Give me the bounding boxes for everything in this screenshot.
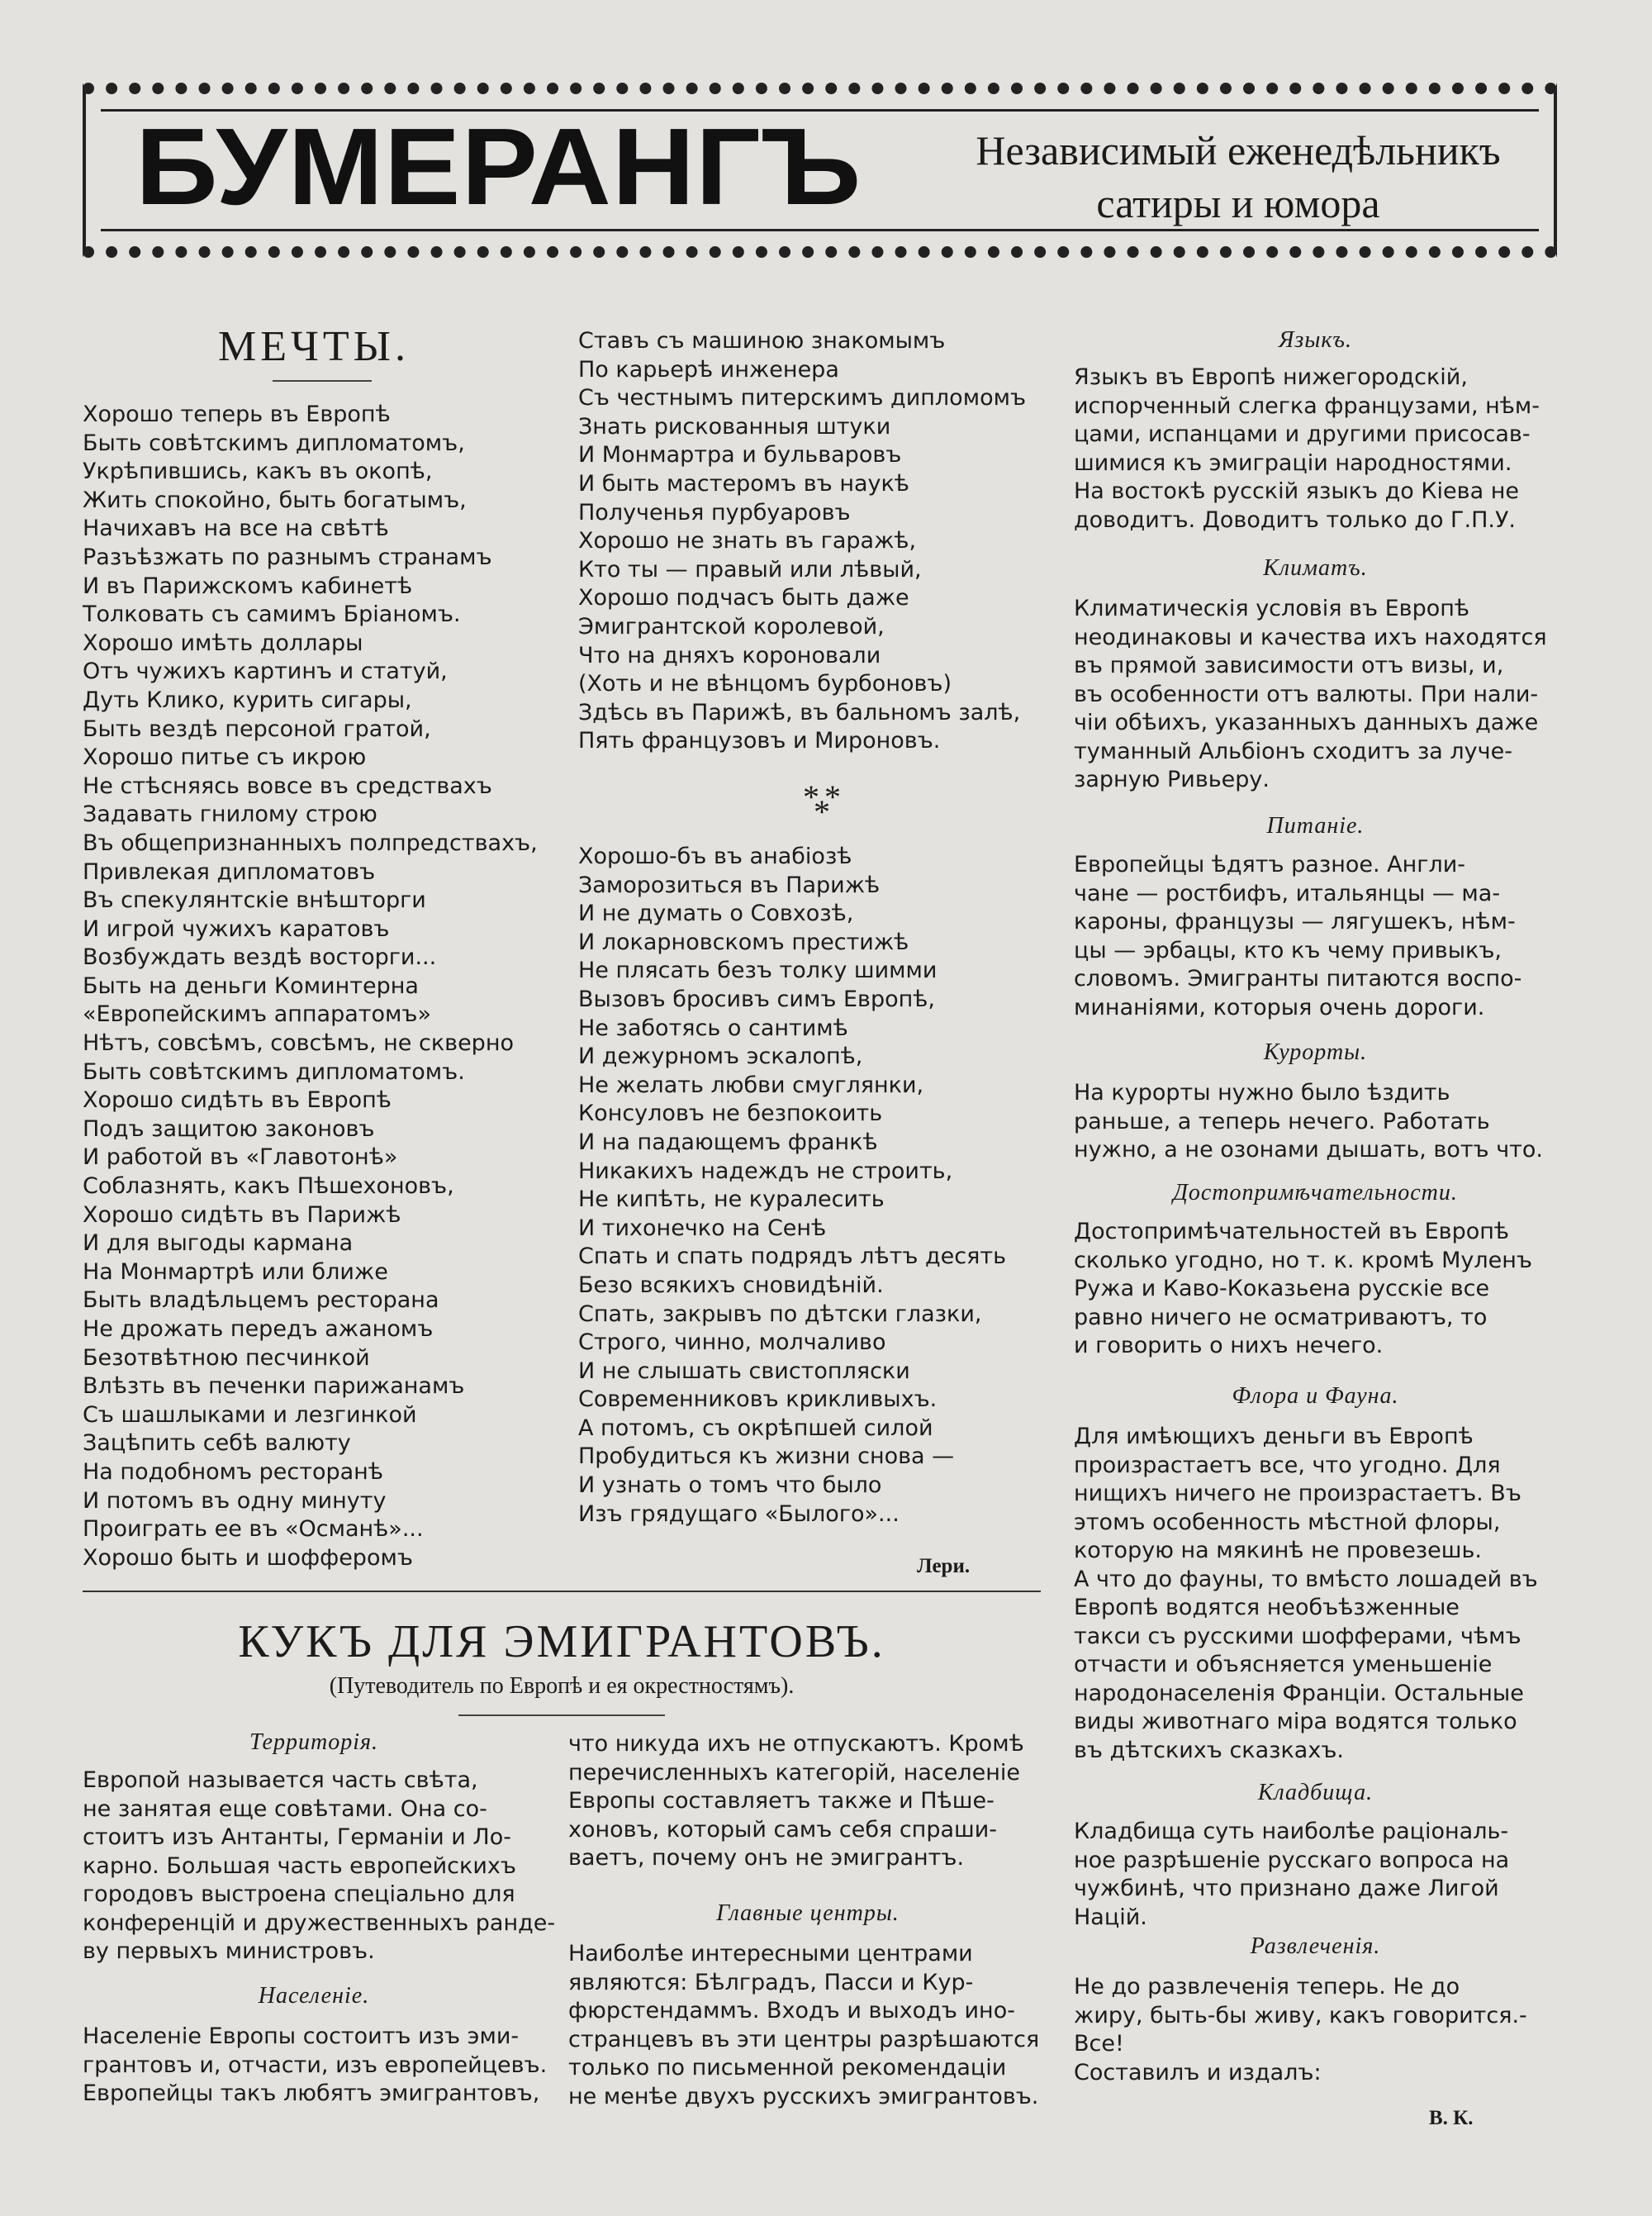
text-line: что никуда ихъ не отпускаютъ. Кромѣ bbox=[568, 1731, 1024, 1757]
verse-line: И Монмартра и бульваровъ bbox=[578, 442, 902, 468]
verse-line: По карьерѣ инженера bbox=[578, 356, 839, 383]
verse-line: Соблазнять, какъ Пѣшехоновъ, bbox=[83, 1173, 454, 1200]
verse-line: Хорошо не знать въ гаражѣ, bbox=[578, 528, 917, 554]
verse-line: Влѣзть въ печенки парижанамъ bbox=[83, 1373, 465, 1400]
verse-line: Разъѣзжать по разнымъ странамъ bbox=[83, 544, 492, 570]
verse-line: Быть совѣтскимъ дипломатомъ, bbox=[83, 430, 465, 456]
text-line: чане — ростбифъ, итальянцы — ма- bbox=[1074, 880, 1501, 906]
verse-line: И тихонечко на Сенѣ bbox=[578, 1215, 827, 1241]
verse-line: Не плясать безъ толку шимми bbox=[578, 958, 938, 984]
population-text-continued bbox=[568, 1730, 1047, 1873]
verse-line: Хорошо имѣть доллары bbox=[83, 630, 363, 656]
text-line: этомъ особенность мѣстной флоры, bbox=[1074, 1509, 1501, 1535]
text-line: грантовъ и, отчасти, изъ европейцевъ. bbox=[83, 2052, 548, 2078]
verse-line: И потомъ въ одну минуту bbox=[83, 1487, 387, 1514]
tagline bbox=[916, 124, 1560, 230]
asterism-star-left: * bbox=[803, 778, 819, 816]
verse-line: Задавать гнилому строю bbox=[83, 801, 377, 828]
verse-line: Не заботясь о сантимѣ bbox=[578, 1015, 848, 1041]
text-line: Все! bbox=[1074, 2031, 1124, 2057]
poem-title-rule bbox=[273, 380, 372, 382]
text-line: и говорить о нихъ нечего. bbox=[1074, 1333, 1384, 1358]
flora-heading: Флора и Фауна. bbox=[1232, 1383, 1399, 1409]
text-line: не менѣе двухъ русскихъ эмигрантовъ. bbox=[568, 2083, 1039, 2109]
text-line: странцевъ въ эти центры разрѣшаются bbox=[568, 2026, 1040, 2052]
text-line: Составилъ и издалъ: bbox=[1074, 2059, 1322, 2085]
guide-title-rule bbox=[458, 1714, 665, 1716]
cemetery-heading: Кладбища. bbox=[1257, 1780, 1374, 1805]
territory-text bbox=[83, 1767, 556, 1966]
verse-line: «Европейскимъ аппаратомъ» bbox=[83, 1001, 431, 1028]
text-line: въ особенности отъ валюты. При нали- bbox=[1074, 681, 1539, 707]
centers-text bbox=[568, 1940, 1047, 2111]
text-line: не занятая еще совѣтами. Она со- bbox=[83, 1795, 487, 1822]
text-line: конференцій и дружественныхъ ранде- bbox=[83, 1909, 556, 1936]
sights-heading: Достопримѣчательности. bbox=[1173, 1180, 1458, 1205]
verse-line: А потомъ, съ окрѣпшей силой bbox=[578, 1415, 933, 1441]
guide-subtitle: (Путеводитель по Европѣ и ея окрестностямъ). bbox=[329, 1673, 795, 1699]
asterism-star-bottom: * bbox=[814, 793, 830, 830]
food-heading: Питаніе. bbox=[1266, 813, 1365, 839]
text-line: сколько угодно, но т. к. кромѣ Муленъ bbox=[1074, 1247, 1532, 1273]
verse-line: И работой въ «Главотонѣ» bbox=[83, 1144, 398, 1171]
text-line: На востокѣ русскій языкъ до Кіева не bbox=[1074, 478, 1519, 504]
section-divider bbox=[83, 1591, 1041, 1592]
verse-line: Никакихъ надеждъ не строить, bbox=[578, 1158, 953, 1184]
text-line: хоновъ, который самъ себя спраши- bbox=[568, 1816, 998, 1843]
verse-line: Изъ грядущаго «Былого»... bbox=[578, 1500, 900, 1527]
asterism-star-right: * bbox=[824, 778, 841, 816]
text-line: раньше, а теперь нечего. Работать bbox=[1074, 1108, 1490, 1134]
text-line: городовъ выстроена спеціально для bbox=[83, 1881, 515, 1907]
verse-line: Возбуждать вездѣ восторги... bbox=[83, 944, 437, 971]
verse-line: Зацѣпить себѣ валюту bbox=[83, 1430, 351, 1457]
text-line: Европѣ водятся необъѣзженные bbox=[1074, 1595, 1460, 1620]
verse-line: Проиграть ее въ «Османѣ»... bbox=[83, 1516, 424, 1543]
verse-line: Строго, чинно, молчаливо bbox=[578, 1329, 886, 1356]
text-line: Языкъ въ Европѣ нижегородскій, bbox=[1074, 364, 1468, 390]
text-line: перечисленныхъ категорій, населеніе bbox=[568, 1759, 1021, 1786]
language-heading: Языкъ. bbox=[1279, 327, 1352, 353]
text-line: Ружа и Каво-Коказьена русскіе все bbox=[1074, 1276, 1490, 1301]
verse-line: Безо всякихъ сновидѣній. bbox=[578, 1272, 884, 1298]
masthead bbox=[83, 83, 1557, 258]
verse-line: Современниковъ крикливыхъ. bbox=[578, 1386, 938, 1413]
text-line: цы — эрбацы, кто къ чему привыкъ, bbox=[1074, 937, 1502, 963]
text-line: только по письменной рекомендаціи bbox=[568, 2055, 1007, 2080]
verse-line: Заморозиться въ Парижѣ bbox=[578, 872, 881, 898]
verse-line: Хорошо быть и шофферомъ bbox=[83, 1544, 413, 1571]
text-line: неодинаковы и качества ихъ находятся bbox=[1074, 624, 1547, 650]
text-line: такси съ русскими шофферами, чѣмъ bbox=[1074, 1623, 1521, 1649]
poem-column-1 bbox=[83, 401, 538, 1572]
verse-line: Быть на деньги Коминтерна bbox=[83, 972, 419, 999]
text-line: словомъ. Эмигранты питаются воспо- bbox=[1074, 966, 1522, 991]
climate-text bbox=[1074, 595, 1557, 795]
text-line: Климатическія условія въ Европѣ bbox=[1074, 596, 1470, 621]
text-line: чіи обѣихъ, указанныхъ данныхъ даже bbox=[1074, 710, 1539, 735]
verse-line: Что на дняхъ короновали bbox=[578, 642, 881, 668]
territory-heading: Территорія. bbox=[249, 1729, 378, 1755]
verse-line: Быть вездѣ персоной гратой, bbox=[83, 716, 431, 742]
text-line: жиру, быть-бы живу, какъ говорится.- bbox=[1074, 2002, 1527, 2028]
text-line: Населеніе Европы состоитъ изъ эми- bbox=[83, 2023, 520, 2049]
verse-line: Дуть Клико, курить сигары, bbox=[83, 687, 412, 713]
verse-line: Толковать съ самимъ Бріаномъ. bbox=[83, 602, 461, 628]
text-line: доводитъ. Доводитъ только до Г.П.У. bbox=[1074, 506, 1517, 533]
verse-line: Здѣсь въ Парижѣ, въ бальномъ залѣ, bbox=[578, 699, 1021, 725]
verse-line: Отъ чужихъ картинъ и статуй, bbox=[83, 659, 448, 685]
resorts-heading: Курорты. bbox=[1263, 1039, 1368, 1065]
text-line: Европой называется часть свѣта, bbox=[83, 1767, 478, 1793]
verse-line: И узнать о томъ что было bbox=[578, 1472, 882, 1499]
verse-line: Пробудиться къ жизни снова — bbox=[578, 1443, 955, 1470]
verse-line: Укрѣпившись, какъ въ окопѣ, bbox=[83, 459, 433, 485]
verse-line: Спать, закрывъ по дѣтски глазки, bbox=[578, 1301, 982, 1327]
verse-line: Не стѣсняясь вовсе въ средствахъ bbox=[83, 773, 492, 799]
verse-line: Хорошо сидѣть въ Парижѣ bbox=[83, 1201, 401, 1228]
verse-line: И игрой чужихъ каратовъ bbox=[83, 915, 390, 942]
poem-column-2-bottom bbox=[578, 843, 1006, 1529]
verse-line: Не кипѣть, не куралесить bbox=[578, 1186, 885, 1213]
text-line: Достопримѣчательностей въ Европѣ bbox=[1074, 1219, 1510, 1244]
text-line: ное разрѣшеніе русскаго вопроса на bbox=[1074, 1847, 1510, 1873]
flora-text bbox=[1074, 1423, 1557, 1765]
verse-line: Быть совѣтскимъ дипломатомъ. bbox=[83, 1058, 465, 1085]
verse-line: И для выгоды кармана bbox=[83, 1230, 354, 1257]
verse-line: И дежурномъ эскалопѣ, bbox=[578, 1044, 863, 1070]
guide-title: КУКЪ ДЛЯ ЭМИГРАНТОВЪ. bbox=[238, 1616, 885, 1667]
text-line: цами, испанцами и другими присосав- bbox=[1074, 421, 1531, 447]
text-line: отчасти и объясняется уменьшеніе bbox=[1074, 1652, 1493, 1677]
text-line: ваетъ, почему онъ не эмигрантъ. bbox=[568, 1845, 965, 1871]
text-line: минаніями, которыя очень дороги. bbox=[1074, 994, 1485, 1020]
population-heading: Населеніе. bbox=[258, 1983, 370, 2009]
text-line: Европы составляетъ также и Пѣше- bbox=[568, 1788, 995, 1814]
text-line: Кладбища суть наиболѣе раціональ- bbox=[1074, 1819, 1509, 1844]
text-line: карно. Большая часть европейскихъ bbox=[83, 1852, 516, 1879]
logo: БУМЕРАНГЪ bbox=[135, 106, 862, 227]
verse-line: Съ честнымъ питерскимъ дипломомъ bbox=[578, 385, 1027, 411]
text-line: чужбинѣ, что признано даже Лигой bbox=[1074, 1876, 1499, 1901]
verse-line: Знать рискованныя штуки bbox=[578, 413, 891, 440]
verse-line: На Монмартрѣ или ближе bbox=[83, 1258, 388, 1285]
verse-line: Хорошо сидѣть въ Европѣ bbox=[83, 1087, 392, 1114]
text-line: Націй. bbox=[1074, 1904, 1147, 1930]
verse-line: Жить спокойно, быть богатымъ, bbox=[83, 487, 467, 513]
text-line: зарную Ривьеру. bbox=[1074, 767, 1270, 792]
text-line: нищихъ ничего не произрастаетъ. Въ bbox=[1074, 1481, 1521, 1506]
text-line: ву первыхъ министровъ. bbox=[83, 1938, 375, 1964]
centers-heading: Главные центры. bbox=[716, 1900, 900, 1926]
verse-line: Съ шашлыками и лезгинкой bbox=[83, 1401, 417, 1428]
guide-signature: В. К. bbox=[1429, 2107, 1474, 2129]
verse-line: Быть владѣльцемъ ресторана bbox=[83, 1287, 439, 1314]
verse-line: Въ спекулянтскіе внѣшторги bbox=[83, 887, 426, 914]
resorts-text bbox=[1074, 1079, 1557, 1165]
fun-text bbox=[1074, 1973, 1557, 2087]
fun-heading: Развлеченія. bbox=[1250, 1933, 1381, 1959]
verse-line: И быть мастеромъ въ наукѣ bbox=[578, 470, 909, 497]
verse-line: Не дрожать передъ ажаномъ bbox=[83, 1316, 434, 1342]
verse-line: Не желать любви смуглянки, bbox=[578, 1072, 924, 1098]
text-line: народонаселенія Франціи. Остальные bbox=[1074, 1680, 1524, 1706]
verse-line: И не думать о Совхозѣ, bbox=[578, 901, 854, 927]
climate-heading: Климатъ. bbox=[1263, 555, 1368, 581]
verse-line: Эмигрантской королевой, bbox=[578, 613, 885, 640]
text-line: Для имѣющихъ деньги въ Европѣ bbox=[1074, 1424, 1474, 1449]
verse-line: И не слышать свистопляски bbox=[578, 1358, 910, 1384]
verse-line: Подъ защитою законовъ bbox=[83, 1115, 375, 1142]
verse-line: (Хоть и не вѣнцомъ бурбоновъ) bbox=[578, 671, 952, 697]
text-line: въ дѣтскихъ сказкахъ. bbox=[1074, 1737, 1344, 1763]
verse-line: Начихавъ на все на свѣтѣ bbox=[83, 516, 389, 542]
food-text bbox=[1074, 851, 1557, 1022]
text-line: въ прямой зависимости отъ визы, и, bbox=[1074, 653, 1504, 678]
verse-line: Вызовъ бросивъ симъ Европѣ, bbox=[578, 986, 935, 1012]
verse-line: Полученья пурбуаровъ bbox=[578, 499, 851, 525]
verse-line: Въ общепризнанныхъ полпредствахъ, bbox=[83, 830, 538, 856]
verse-line: Привлекая дипломатовъ bbox=[83, 858, 376, 885]
text-line: Наиболѣе интересными центрами bbox=[568, 1941, 973, 1966]
verse-line: Спать и спать подрядъ лѣтъ десять bbox=[578, 1244, 1007, 1270]
verse-line: Хорошо-бъ въ анабіозѣ bbox=[578, 844, 852, 869]
poem-signature: Лери. bbox=[917, 1555, 971, 1577]
verse-line: Нѣтъ, совсѣмъ, совсѣмъ, не скверно bbox=[83, 1030, 514, 1057]
verse-line: И въ Парижскомъ кабинетѣ bbox=[83, 573, 413, 599]
population-text bbox=[83, 2023, 548, 2109]
verse-line: Хорошо питье съ икрою bbox=[83, 744, 367, 771]
verse-line: На подобномъ ресторанѣ bbox=[83, 1458, 383, 1485]
poem-column-2-top bbox=[578, 327, 1026, 756]
text-line: туманный Альбіонъ сходитъ за луче- bbox=[1074, 738, 1512, 764]
text-line: испорченный слегка французами, нѣм- bbox=[1074, 392, 1540, 419]
text-line: фюрстендаммъ. Входъ и выходъ ино- bbox=[568, 1998, 1015, 2023]
verse-line: Кто ты — правый или лѣвый, bbox=[578, 556, 922, 583]
text-line: Не до развлеченія теперь. Не до bbox=[1074, 1974, 1460, 2000]
text-line: виды животнаго міра водятся только bbox=[1074, 1709, 1517, 1734]
sights-text bbox=[1074, 1218, 1557, 1361]
text-line: кароны, французы — лягушекъ, нѣм- bbox=[1074, 909, 1516, 934]
text-line: равно ничего не осматриваютъ, то bbox=[1074, 1304, 1488, 1330]
text-line: А что до фауны, то вмѣсто лошадей въ bbox=[1074, 1566, 1538, 1592]
verse-line: И локарновскомъ престижѣ bbox=[578, 929, 909, 955]
text-line: шимися къ эмиграціи народностями. bbox=[1074, 449, 1512, 476]
language-text bbox=[1074, 364, 1557, 535]
tagline-line-1: Независимый еженедѣльникъ bbox=[976, 127, 1501, 174]
text-line: произрастаетъ все, что угодно. Для bbox=[1074, 1452, 1501, 1478]
verse-line: Хорошо теперь въ Европѣ bbox=[83, 402, 391, 427]
text-line: которую на мякинѣ не провезешь. bbox=[1074, 1538, 1482, 1563]
text-line: На курорты нужно было ѣздить bbox=[1074, 1080, 1450, 1106]
verse-line: Консуловъ не безпокоить bbox=[578, 1101, 883, 1127]
verse-line: И на падающемъ франкѣ bbox=[578, 1129, 878, 1155]
verse-line: Пять французовъ и Мироновъ. bbox=[578, 728, 941, 754]
verse-line: Безотвѣтною песчинкой bbox=[83, 1344, 370, 1371]
verse-line: Хорошо подчасъ быть даже bbox=[578, 585, 909, 611]
tagline-line-2: сатиры и юмора bbox=[1096, 180, 1380, 226]
cemetery-text bbox=[1074, 1818, 1557, 1932]
poem-title: МЕЧТЫ. bbox=[218, 323, 410, 370]
text-line: Европейцы такъ любятъ эмигрантовъ, bbox=[83, 2080, 540, 2106]
verse-line: Ставъ съ машиною знакомымъ bbox=[578, 328, 946, 354]
text-line: нужно, а не озонами дышать, вотъ что. bbox=[1074, 1137, 1544, 1163]
text-line: являются: Бѣлградъ, Пасси и Кур- bbox=[568, 1969, 974, 1995]
text-line: стоитъ изъ Антанты, Германіи и Ло- bbox=[83, 1824, 511, 1850]
text-line: Европейцы ѣдятъ разное. Англи- bbox=[1074, 852, 1466, 877]
